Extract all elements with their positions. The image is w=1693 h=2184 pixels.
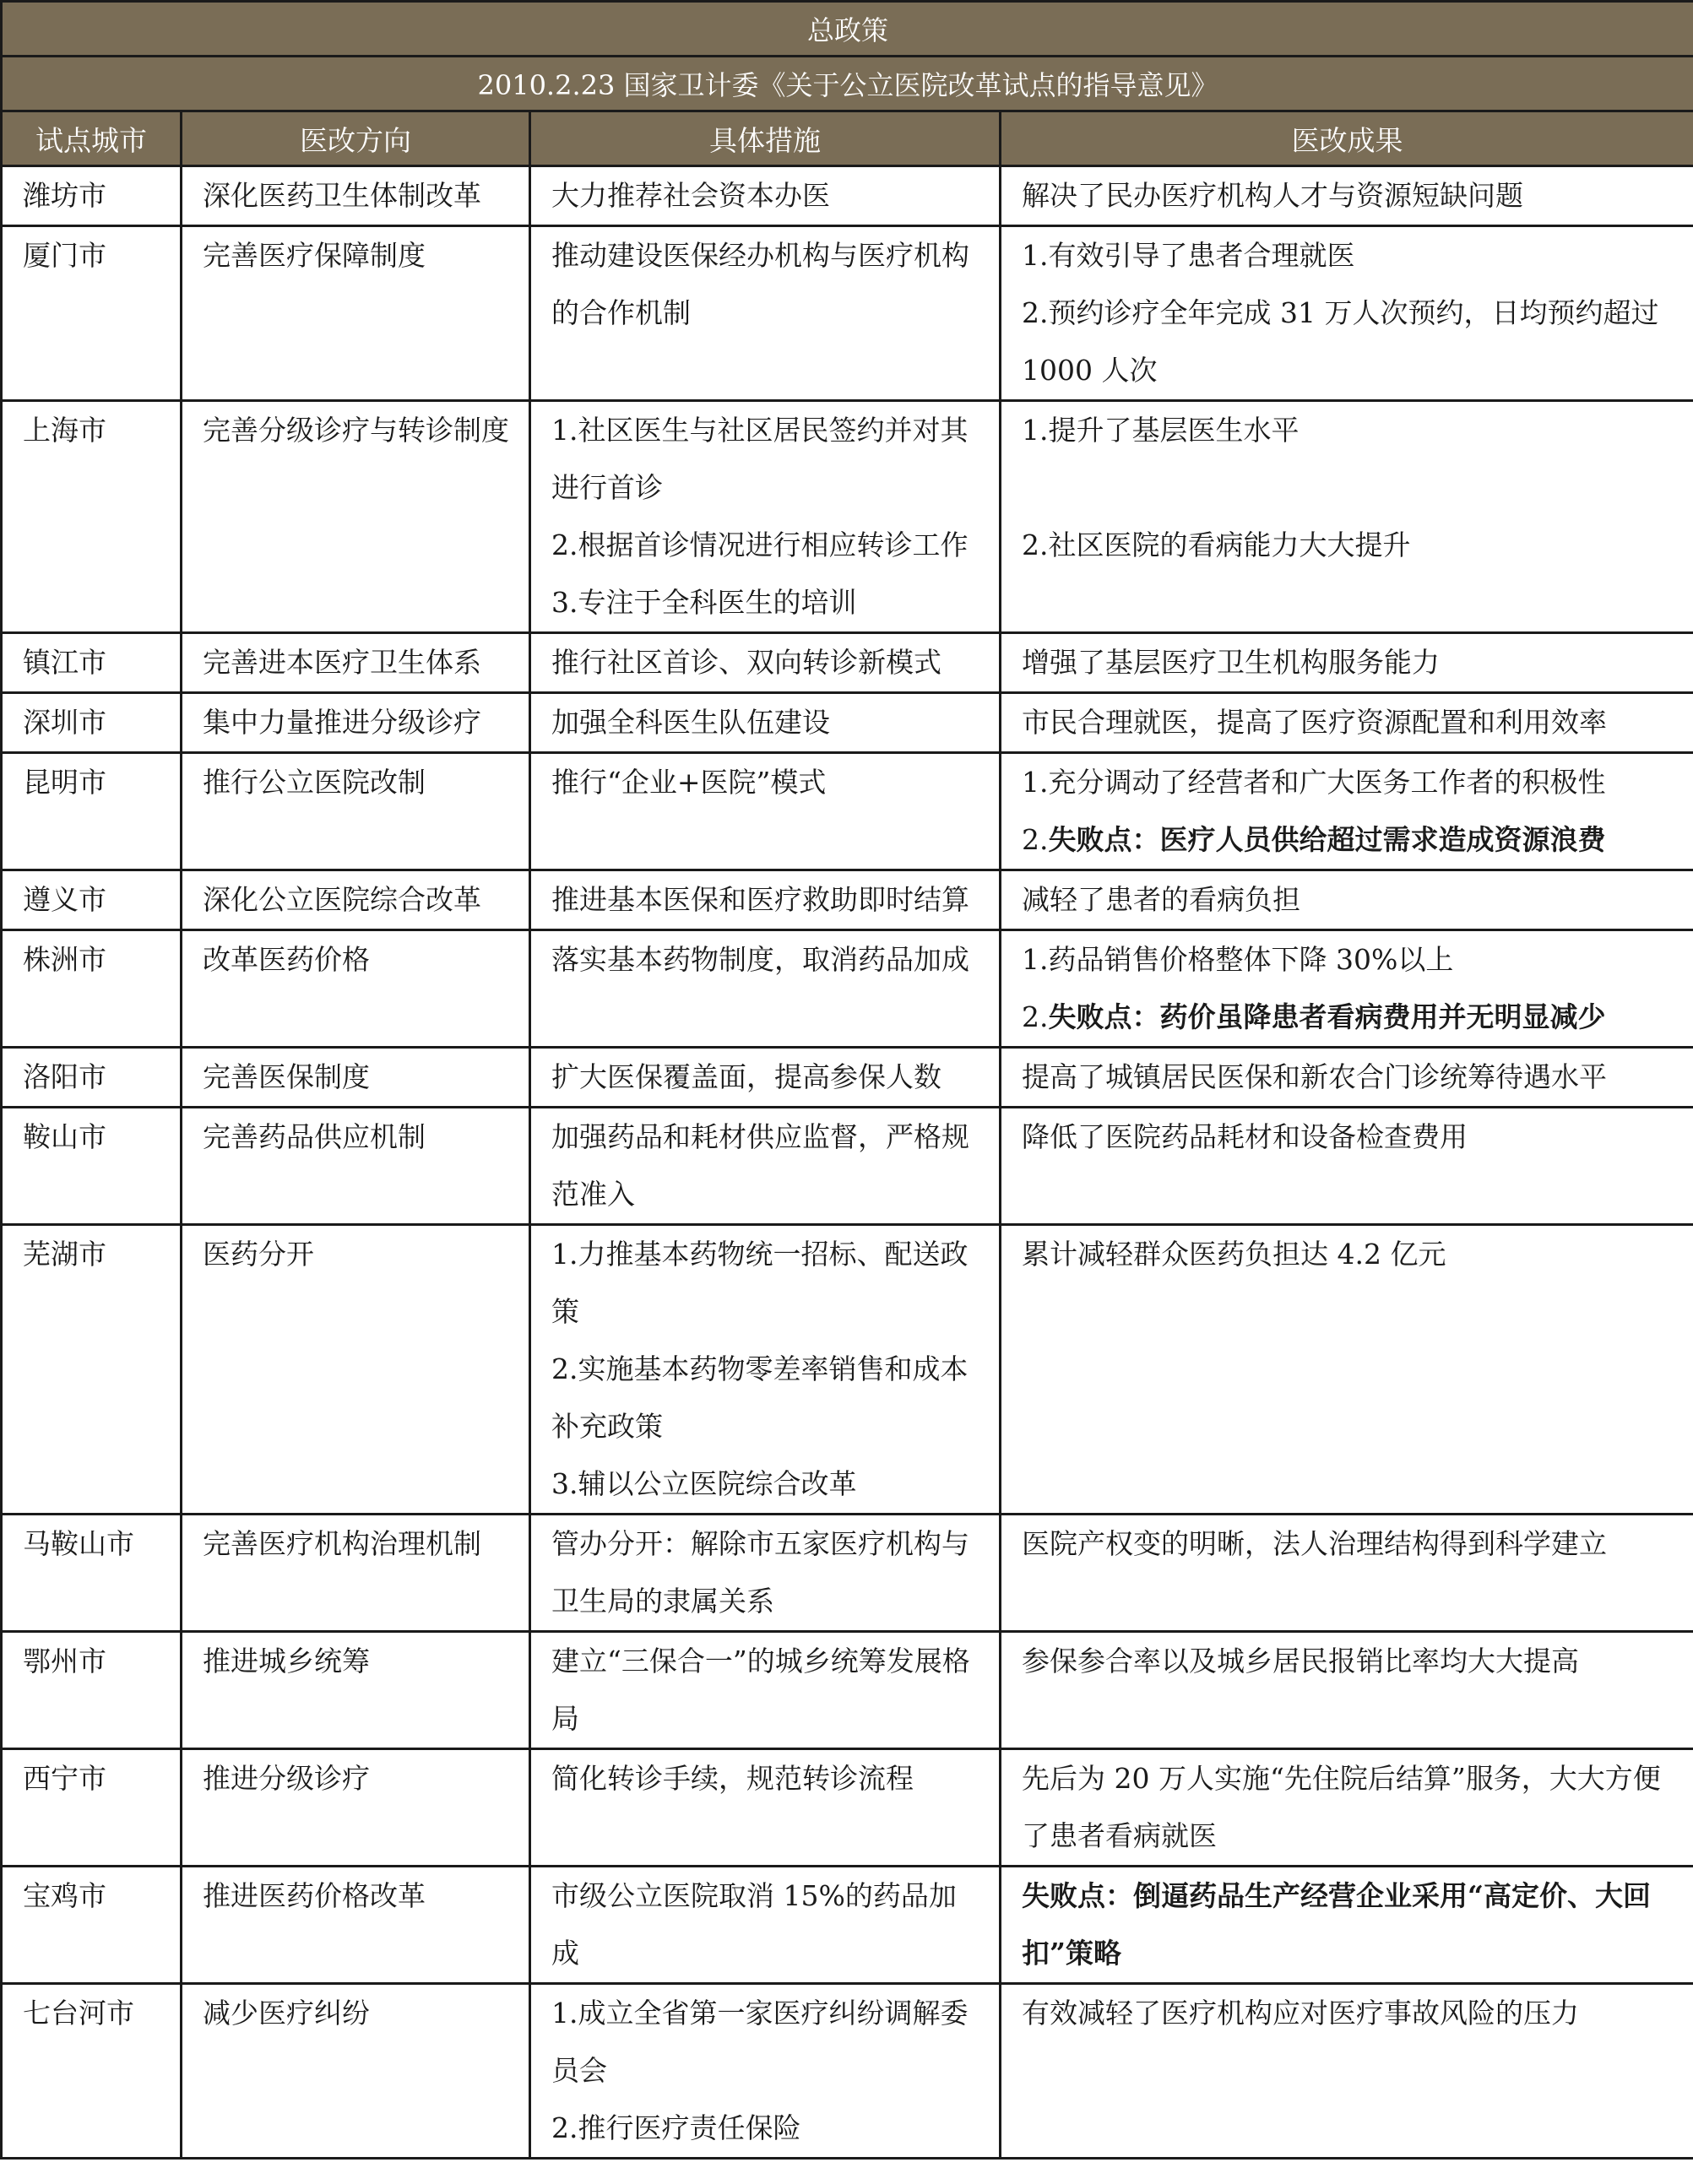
measure-line: 3.专注于全科医生的培训 bbox=[551, 586, 857, 619]
table-row bbox=[2, 870, 1693, 930]
result-line: 解决了民办医疗机构人才与资源短缺问题 bbox=[1022, 179, 1523, 212]
table-row bbox=[2, 1108, 1693, 1225]
failure-index: 2. bbox=[1022, 823, 1049, 856]
failure-note: 失败点：倒逼药品生产经营企业采用“高定价、大回扣”策略 bbox=[1022, 1879, 1651, 1970]
measure-line: 市级公立医院取消 15%的药品加成 bbox=[551, 1879, 957, 1970]
city-cell: 鄂州市 bbox=[2, 1632, 182, 1749]
failure-line bbox=[1022, 989, 1676, 1046]
result-line: 1.充分调动了经营者和广大医务工作者的积极性 bbox=[1022, 766, 1606, 799]
failure-note: 失败点：药价虽降患者看病费用并无明显减少 bbox=[1048, 1000, 1606, 1033]
measure-line: 落实基本药物制度，取消药品加成 bbox=[551, 943, 969, 976]
column-header-measures: 具体措施 bbox=[530, 111, 1001, 166]
results-cell bbox=[1001, 930, 1693, 1048]
result-line: 提高了城镇居民医保和新农合门诊统筹待遇水平 bbox=[1022, 1060, 1607, 1093]
results-cell bbox=[1001, 1225, 1693, 1515]
failure-index: 2. bbox=[1022, 1000, 1049, 1033]
measure-line: 推行“企业+医院”模式 bbox=[551, 766, 827, 799]
measures-cell bbox=[530, 1632, 1001, 1749]
table-title: 总政策 bbox=[2, 2, 1693, 57]
result-line: 参保参合率以及城乡居民报销比率均大大提高 bbox=[1022, 1645, 1579, 1677]
table-row bbox=[2, 930, 1693, 1048]
results-cell bbox=[1001, 870, 1693, 930]
measure-line: 加强药品和耗材供应监督，严格规范准入 bbox=[551, 1120, 969, 1211]
measure-line: 2.推行医疗责任保险 bbox=[551, 2111, 801, 2144]
measures-cell bbox=[530, 1225, 1001, 1515]
measure-line: 大力推荐社会资本办医 bbox=[551, 179, 830, 212]
column-header-results: 医改成果 bbox=[1001, 111, 1693, 166]
measure-line: 简化转诊手续，规范转诊流程 bbox=[551, 1762, 914, 1795]
measures-cell bbox=[530, 930, 1001, 1048]
direction-cell: 完善进本医疗卫生体系 bbox=[182, 633, 530, 693]
failure-note: 失败点：医疗人员供给超过需求造成资源浪费 bbox=[1048, 823, 1606, 856]
measures-cell bbox=[530, 633, 1001, 693]
results-cell bbox=[1001, 1632, 1693, 1749]
measures-cell bbox=[530, 401, 1001, 633]
measure-line: 建立“三保合一”的城乡统筹发展格局 bbox=[551, 1645, 970, 1735]
direction-cell: 推进医药价格改革 bbox=[182, 1867, 530, 1984]
measure-line: 推动建设医保经办机构与医疗机构的合作机制 bbox=[551, 239, 969, 329]
city-cell: 西宁市 bbox=[2, 1749, 182, 1867]
measures-cell bbox=[530, 1867, 1001, 1984]
table-row bbox=[2, 693, 1693, 753]
direction-cell: 推行公立医院改制 bbox=[182, 753, 530, 870]
measures-cell bbox=[530, 1108, 1001, 1225]
city-cell: 厦门市 bbox=[2, 226, 182, 401]
results-cell bbox=[1001, 693, 1693, 753]
city-cell: 昆明市 bbox=[2, 753, 182, 870]
measure-line: 推进基本医保和医疗救助即时结算 bbox=[551, 883, 969, 916]
result-line: 1.提升了基层医生水平 bbox=[1022, 414, 1300, 447]
results-cell bbox=[1001, 1108, 1693, 1225]
failure-line bbox=[1022, 811, 1676, 869]
measures-cell bbox=[530, 166, 1001, 226]
measures-cell bbox=[530, 1984, 1001, 2159]
measure-line: 管办分开：解除市五家医疗机构与卫生局的隶属关系 bbox=[551, 1527, 969, 1618]
results-cell bbox=[1001, 1867, 1693, 1984]
results-cell bbox=[1001, 226, 1693, 401]
city-cell: 上海市 bbox=[2, 401, 182, 633]
direction-cell: 推进分级诊疗 bbox=[182, 1749, 530, 1867]
direction-cell: 推进城乡统筹 bbox=[182, 1632, 530, 1749]
table-row bbox=[2, 1048, 1693, 1108]
blank-line bbox=[1022, 459, 1676, 517]
measure-line: 1.成立全省第一家医疗纠纷调解委员会 bbox=[551, 1997, 969, 2087]
table-row bbox=[2, 753, 1693, 870]
measures-cell bbox=[530, 753, 1001, 870]
city-cell: 深圳市 bbox=[2, 693, 182, 753]
city-cell: 芜湖市 bbox=[2, 1225, 182, 1515]
table-row bbox=[2, 1867, 1693, 1984]
direction-cell: 减少医疗纠纷 bbox=[182, 1984, 530, 2159]
result-line: 1.药品销售价格整体下降 30%以上 bbox=[1022, 943, 1454, 976]
measures-cell bbox=[530, 1515, 1001, 1632]
results-cell bbox=[1001, 401, 1693, 633]
result-line: 降低了医院药品耗材和设备检查费用 bbox=[1022, 1120, 1468, 1153]
table-subtitle: 2010.2.23 国家卫计委《关于公立医院改革试点的指导意见》 bbox=[2, 57, 1693, 111]
direction-cell: 完善药品供应机制 bbox=[182, 1108, 530, 1225]
city-cell: 洛阳市 bbox=[2, 1048, 182, 1108]
result-line: 有效减轻了医疗机构应对医疗事故风险的压力 bbox=[1022, 1997, 1579, 2030]
direction-cell: 集中力量推进分级诊疗 bbox=[182, 693, 530, 753]
measures-cell bbox=[530, 870, 1001, 930]
result-line: 增强了基层医疗卫生机构服务能力 bbox=[1022, 646, 1440, 679]
city-cell: 遵义市 bbox=[2, 870, 182, 930]
results-cell bbox=[1001, 1749, 1693, 1867]
measure-line: 推行社区首诊、双向转诊新模式 bbox=[551, 646, 941, 679]
result-line: 2.社区医院的看病能力大大提升 bbox=[1022, 528, 1411, 561]
column-header-row bbox=[2, 111, 1693, 166]
direction-cell: 完善医保制度 bbox=[182, 1048, 530, 1108]
result-line: 2.预约诊疗全年完成 31 万人次预约，日均预约超过 1000 人次 bbox=[1022, 296, 1659, 387]
measures-cell bbox=[530, 1749, 1001, 1867]
results-cell bbox=[1001, 1515, 1693, 1632]
column-header-direction: 医改方向 bbox=[182, 111, 530, 166]
results-cell bbox=[1001, 1984, 1693, 2159]
table-row bbox=[2, 1632, 1693, 1749]
table-row bbox=[2, 1749, 1693, 1867]
results-cell bbox=[1001, 166, 1693, 226]
result-line: 医院产权变的明晰，法人治理结构得到科学建立 bbox=[1022, 1527, 1607, 1560]
table-row bbox=[2, 1515, 1693, 1632]
direction-cell: 深化医药卫生体制改革 bbox=[182, 166, 530, 226]
measures-cell bbox=[530, 693, 1001, 753]
city-cell: 宝鸡市 bbox=[2, 1867, 182, 1984]
measure-line: 2.实施基本药物零差率销售和成本补充政策 bbox=[551, 1352, 969, 1443]
measure-line: 1.社区医生与社区居民签约并对其进行首诊 bbox=[551, 414, 969, 504]
results-cell bbox=[1001, 633, 1693, 693]
table-title-row bbox=[2, 2, 1693, 57]
result-line: 市民合理就医，提高了医疗资源配置和利用效率 bbox=[1022, 706, 1607, 739]
measures-cell bbox=[530, 1048, 1001, 1108]
city-cell: 马鞍山市 bbox=[2, 1515, 182, 1632]
table-row bbox=[2, 633, 1693, 693]
table-row bbox=[2, 226, 1693, 401]
result-line: 累计减轻群众医药负担达 4.2 亿元 bbox=[1022, 1238, 1446, 1271]
measure-line: 加强全科医生队伍建设 bbox=[551, 706, 830, 739]
measure-line: 1.力推基本药物统一招标、配送政策 bbox=[551, 1238, 969, 1328]
results-cell bbox=[1001, 753, 1693, 870]
direction-cell: 深化公立医院综合改革 bbox=[182, 870, 530, 930]
table-row bbox=[2, 1984, 1693, 2159]
measure-line: 扩大医保覆盖面，提高参保人数 bbox=[551, 1060, 941, 1093]
table-row bbox=[2, 166, 1693, 226]
result-line: 1.有效引导了患者合理就医 bbox=[1022, 239, 1355, 272]
direction-cell: 完善医疗机构治理机制 bbox=[182, 1515, 530, 1632]
city-cell: 七台河市 bbox=[2, 1984, 182, 2159]
result-line: 先后为 20 万人实施“先住院后结算”服务，大大方便了患者看病就医 bbox=[1022, 1762, 1661, 1852]
results-cell bbox=[1001, 1048, 1693, 1108]
table-row bbox=[2, 401, 1693, 633]
city-cell: 鞍山市 bbox=[2, 1108, 182, 1225]
city-cell: 潍坊市 bbox=[2, 166, 182, 226]
direction-cell: 完善分级诊疗与转诊制度 bbox=[182, 401, 530, 633]
measure-line: 3.辅以公立医院综合改革 bbox=[551, 1467, 857, 1500]
column-header-city: 试点城市 bbox=[2, 111, 182, 166]
measure-line: 2.根据首诊情况进行相应转诊工作 bbox=[551, 528, 969, 561]
measures-cell bbox=[530, 226, 1001, 401]
city-cell: 株洲市 bbox=[2, 930, 182, 1048]
table-subtitle-row bbox=[2, 57, 1693, 111]
city-cell: 镇江市 bbox=[2, 633, 182, 693]
direction-cell: 完善医疗保障制度 bbox=[182, 226, 530, 401]
direction-cell: 改革医药价格 bbox=[182, 930, 530, 1048]
table-row bbox=[2, 1225, 1693, 1515]
result-line: 减轻了患者的看病负担 bbox=[1022, 883, 1300, 916]
direction-cell: 医药分开 bbox=[182, 1225, 530, 1515]
